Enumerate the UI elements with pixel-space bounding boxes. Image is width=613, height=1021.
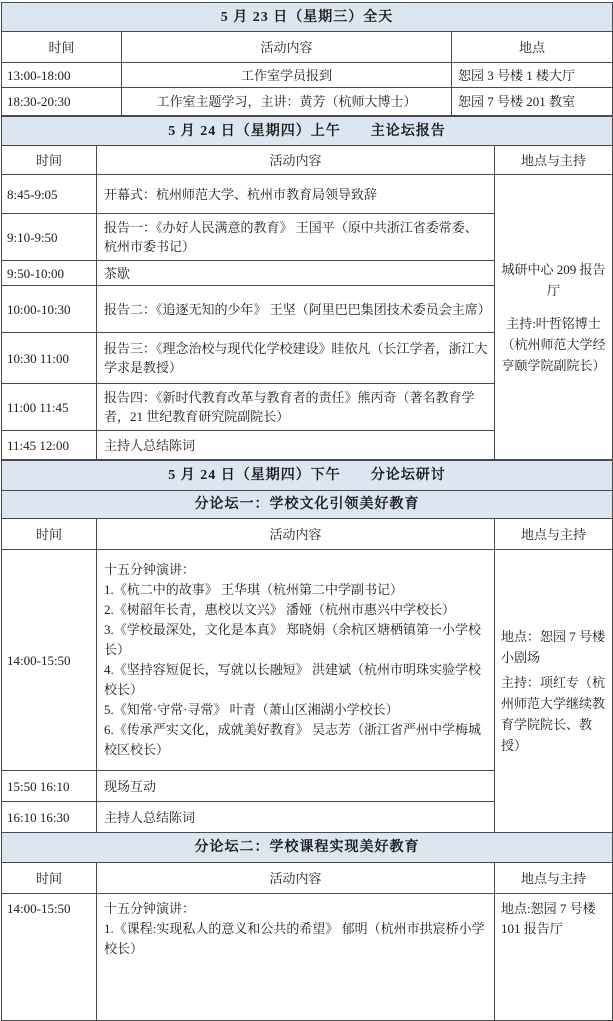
content-cell: 茶歇 [97, 261, 495, 286]
table-row [2, 117, 613, 146]
content-cell: 报告四：《新时代教育改革与教育者的责任》熊丙奇（著名教育学者，21 世纪教育研究院副院长） [97, 384, 495, 431]
talk-item: 6.《传承严实文化，成就美好教育》 吴志芳（浙江省严州中学梅城校区校长） [104, 722, 482, 757]
venue-text: 地点：恕园 7 号楼小剧场 [501, 629, 606, 665]
content-cell: 开幕式：杭州师范大学、杭州市教育局领导致辞 [97, 175, 495, 214]
talk-item: 4.《坚持容短促长，写就以长融短》 洪建斌（杭州市明珠实验学校校长） [104, 662, 482, 697]
time-cell: 9:50-10:00 [2, 261, 97, 286]
content-cell [97, 550, 495, 771]
day2-morning-section-header: 5 月 24 日（星期四）上午 主论坛报告 [2, 117, 613, 146]
table-row [2, 519, 613, 550]
time-cell: 14:00-15:50 [2, 894, 97, 1021]
time-cell: 13:00-18:00 [2, 63, 122, 88]
talk-item: 1.《课程:实现私人的意义和公共的希望》 郁明（杭州市拱宸桥小学校长） [104, 921, 485, 956]
speech-intro: 十五分钟演讲： [104, 562, 196, 577]
table-row [2, 833, 613, 863]
time-cell: 18:30-20:30 [2, 88, 122, 116]
content-cell: 报告二：《追逐无知的少年》 王坚（阿里巴巴集团技术委员会主席） [97, 286, 495, 333]
time-cell: 10:00-10:30 [2, 286, 97, 333]
table-row [2, 461, 613, 491]
day1-section-header: 5 月 23 日（星期三）全天 [2, 3, 613, 32]
column-header-content: 活动内容 [97, 146, 495, 175]
place-host-cell [495, 175, 613, 460]
column-header-place: 地点与主持 [495, 863, 613, 894]
time-cell: 8:45-9:05 [2, 175, 97, 214]
time-cell: 10:30 11:00 [2, 333, 97, 384]
content-cell: 现场互动 [97, 771, 495, 802]
table-row [2, 863, 613, 894]
time-cell: 9:10-9:50 [2, 214, 97, 261]
place-host-cell [495, 894, 613, 1021]
place-host-cell [495, 550, 613, 833]
talk-item: 1.《杭二中的故事》 王华琪（杭州第二中学副书记） [104, 582, 404, 597]
content-cell: 工作室主题学习，主讲：黄芳（杭师大博士） [122, 88, 452, 116]
content-cell: 报告一：《办好人民满意的教育》 王国平（原中共浙江省委常委、杭州市委书记） [97, 214, 495, 261]
table-row [2, 894, 613, 1021]
day2-afternoon-section-header: 5 月 24 日（星期四）下午 分论坛研讨 [2, 461, 613, 491]
talk-item: 3.《学校最深处，文化是本真》 郑晓娟（余杭区塘栖镇第一小学校长） [104, 622, 482, 657]
table-row [2, 146, 613, 175]
column-header-time: 时间 [2, 863, 97, 894]
conference-schedule-page [1, 0, 612, 1021]
speech-intro: 十五分钟演讲： [104, 901, 196, 916]
column-header-place: 地点 [452, 32, 613, 63]
time-cell: 15:50 16:10 [2, 771, 97, 802]
time-cell: 11:00 11:45 [2, 384, 97, 431]
column-header-content: 活动内容 [97, 519, 495, 550]
content-cell: 工作室学员报到 [122, 63, 452, 88]
time-cell: 11:45 12:00 [2, 431, 97, 460]
table-row [2, 175, 613, 214]
content-cell: 主持人总结陈词 [97, 802, 495, 833]
table-row [2, 491, 613, 519]
venue-text-2: 101 报告厅 [501, 921, 563, 936]
venue-text: 城研中心 209 报告厅 [501, 261, 606, 298]
table-row [2, 32, 613, 63]
column-header-content: 活动内容 [97, 863, 495, 894]
column-header-time: 时间 [2, 32, 122, 63]
day1-table [1, 2, 613, 116]
talk-item: 5.《知常·守常·寻常》 叶青（萧山区湘湖小学校长） [104, 702, 399, 717]
content-cell [97, 894, 495, 1021]
venue-text: 地点:恕园 7 号楼 [501, 901, 596, 916]
column-header-time: 时间 [2, 146, 97, 175]
place-cell: 恕园 3 号楼 1 楼大厅 [452, 63, 613, 88]
column-header-time: 时间 [2, 519, 97, 550]
column-header-content: 活动内容 [122, 32, 452, 63]
column-header-place: 地点与主持 [495, 519, 613, 550]
place-cell: 恕园 7 号楼 201 教室 [452, 88, 613, 116]
time-cell: 16:10 16:30 [2, 802, 97, 833]
content-cell: 主持人总结陈词 [97, 431, 495, 460]
talk-item: 2.《树韶年长青，惠校以文兴》 潘娅（杭州市惠兴中学校长） [104, 602, 456, 617]
table-row [2, 63, 613, 88]
forum1-section-header: 分论坛一：学校文化引领美好教育 [2, 491, 613, 519]
host-text: 主持：项红专（杭州师范大学继续教育学院院长、教授） [501, 675, 606, 753]
host-text: 主持:叶哲铭博士（杭州师范大学经亨颐学院副院长） [501, 315, 606, 373]
time-cell: 14:00-15:50 [2, 550, 97, 771]
table-row [2, 88, 613, 116]
table-row [2, 3, 613, 32]
day2-morning-table [1, 116, 613, 460]
column-header-place: 地点与主持 [495, 146, 613, 175]
table-row [2, 550, 613, 771]
content-cell: 报告三：《理念治校与现代化学校建设》眭依凡（长江学者，浙江大学求是教授） [97, 333, 495, 384]
forum2-section-header: 分论坛二：学校课程实现美好教育 [2, 833, 613, 863]
day2-afternoon-table [1, 460, 613, 1021]
